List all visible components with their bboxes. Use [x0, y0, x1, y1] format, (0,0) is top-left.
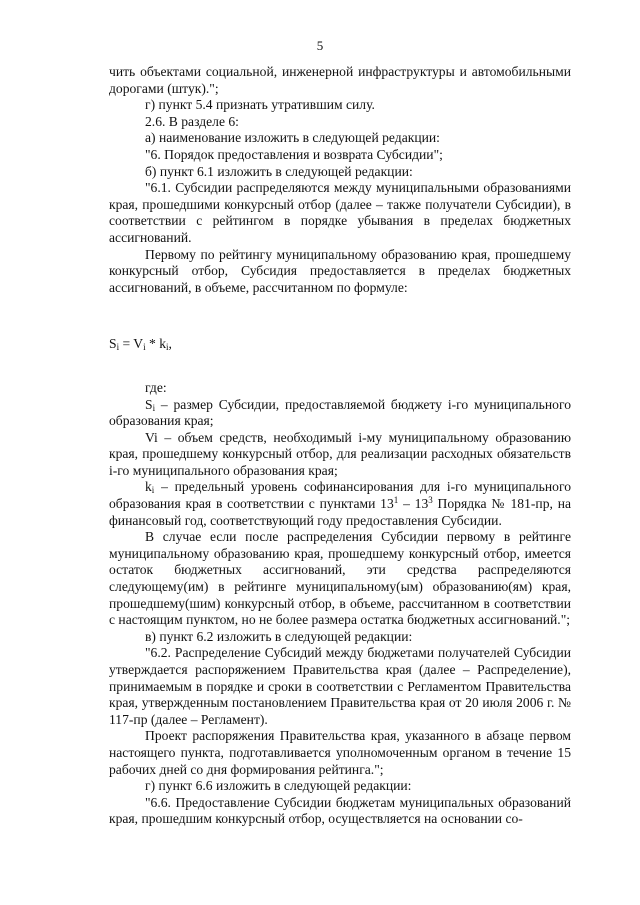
paragraph: чить объектами социальной, инженерной инфраструктуры и автомобильными дорогами (штук).";	[109, 64, 571, 96]
body-text	[109, 64, 571, 828]
paragraph: 2.6. В разделе 6:	[145, 113, 239, 129]
paragraph: "6. Порядок предоставления и возврата Субсидии";	[145, 146, 443, 162]
paragraph: г) пункт 5.4 признать утратившим силу.	[145, 97, 375, 113]
definition-k: $k_i$ – предельный уровень софинансирования для i-го муниципального образования края в соответствии с пунктами $13^1 - 13^3$ Порядка № 181-пр, на финансовый год, соответствующий году предоставления Субсидии.	[109, 479, 571, 528]
where-label: где:	[145, 379, 167, 395]
paragraph: "6.6. Предоставление Субсидии бюджетам муниципальных образований края, прошедшим конкурсный отбор, осуществляется на основании со-	[109, 794, 571, 827]
formula: $S_i = V_i * k_i$,	[109, 336, 172, 353]
paragraph: б) пункт 6.1 изложить в следующей редакции:	[145, 163, 413, 179]
paragraph: Первому по рейтингу муниципальному образованию края, прошедшему конкурсный отбор, Субсидия предоставляется в пределах бюджетных ассигнований, в объеме, рассчитанном по формуле:	[109, 246, 571, 295]
definition-v: Vi – объем средств, необходимый i-му муниципальному образованию края, прошедшему конкурсный отбор, для реализации расходных обязательств i-го муниципального образования края;	[109, 429, 571, 478]
paragraph: Проект распоряжения Правительства края, указанного в абзаце первом настоящего пункта, подготавливается уполномоченным органом в течение 15 рабочих дней со дня формирования рейтинга.";	[109, 728, 571, 777]
paragraph: г) пункт 6.6 изложить в следующей редакции:	[145, 778, 412, 794]
paragraph: "6.1. Субсидии распределяются между муниципальными образованиями края, прошедшими конкурсный отбор (далее – также получатели Субсидии), в соответствии с рейтингом в порядке убывания в пределах бюджетных ассигнований.	[109, 180, 571, 245]
page-number: 5	[316, 38, 324, 53]
definition-s: $S_i$ – размер Субсидии, предоставляемой бюджету i-го муниципального образования края;	[109, 396, 571, 429]
paragraph: В случае если после распределения Субсидии первому в рейтинге муниципальному образованию края, прошедшему конкурсный отбор, имеется остаток бюджетных ассигнований, эти средства распределяются следующему(им) в рейтинге муниципальному(ым) образованию(ям) края, прошедшему(шим) конкурсный отбор, в объеме, рассчитанном в соответствии с настоящим пунктом, но не более размера остатка бюджетных ассигнований.";	[109, 529, 571, 628]
paragraph: в) пункт 6.2 изложить в следующей редакции:	[145, 628, 413, 644]
paragraph: "6.2. Распределение Субсидий между бюджетами получателей Субсидии утверждается распоряжением Правительства края (далее – Распределение), принимаемым в порядке и сроки в соответствии с Регламентом Правительства края, утвержденным постановлением Правительства края от 20 июля 2006 г. № 117-пр (далее – Регламент).	[109, 645, 571, 727]
paragraph: а) наименование изложить в следующей редакции:	[145, 130, 440, 146]
